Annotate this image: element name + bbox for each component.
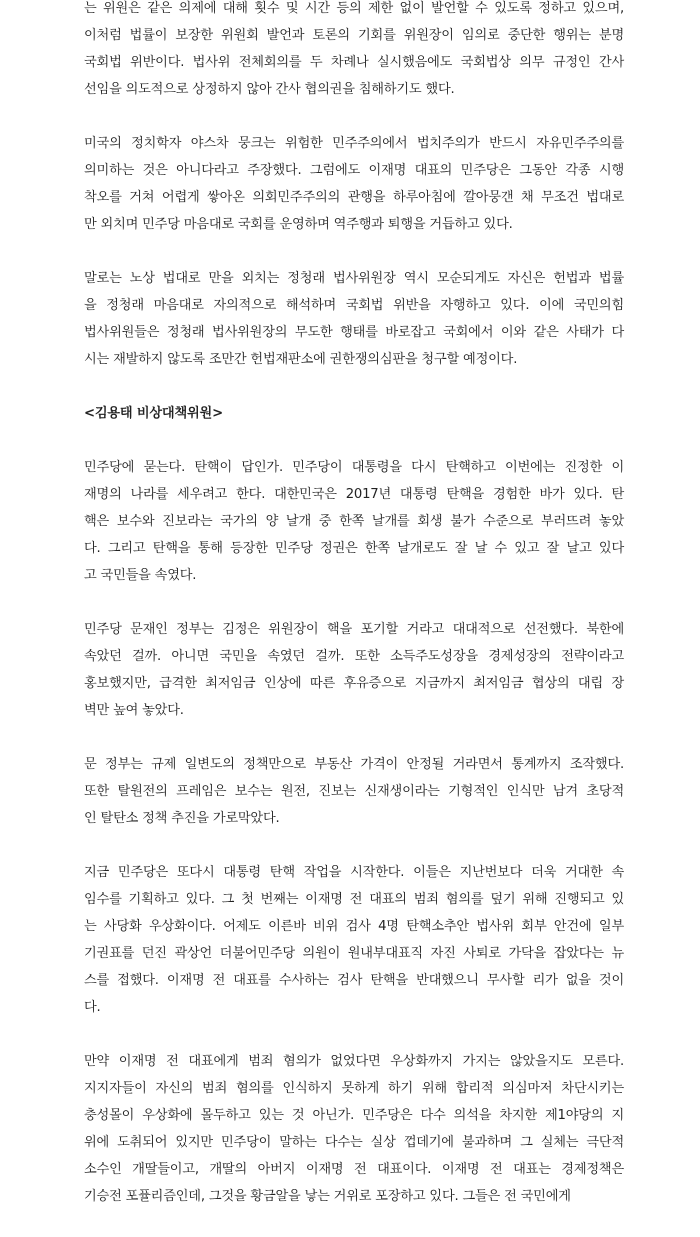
paragraph	[84, 859, 624, 1021]
text-line: 홍보했지만, 급격한 최저임금 인상에 따른 후유증으로 지금까지 최저임금 협상의 대립 장	[84, 676, 624, 691]
text-line: 미국의 정치학자 야스차 뭉크는 위험한 민주주의에서 법치주의가 반드시 자유민주주의를	[84, 136, 624, 151]
text-line: 스를 접했다. 이재명 전 대표를 수사하는 검사 탄핵을 반대했으니 무사할 리가 없을 것이	[84, 973, 624, 988]
text-line: 이처럼 법률이 보장한 위원회 발언과 토론의 기회를 위원장이 임의로 중단한 행위는 분명	[84, 28, 624, 43]
text-line: 임수를 기획하고 있다. 그 첫 번째는 이재명 전 대표의 범죄 혐의를 덮기 위해 진행되고 있	[84, 892, 624, 907]
text-line: 만약 이재명 전 대표에게 범죄 혐의가 없었다면 우상화까지 가지는 않았을지도 모른다.	[84, 1054, 624, 1069]
text-line: 또한 탈원전의 프레임은 보수는 원전, 진보는 신재생이라는 기형적인 인식만 남겨 초당적	[84, 784, 624, 799]
text-line: 다.	[84, 1000, 101, 1015]
paragraph	[84, 265, 624, 373]
paragraph	[84, 1048, 624, 1210]
text-line: 고 국민들을 속였다.	[84, 568, 197, 583]
paragraph	[84, 0, 624, 103]
text-line: 법사위원들은 정청래 법사위원장의 무도한 행태를 바로잡고 국회에서 이와 같은 사태가 다	[84, 325, 624, 340]
text-line: 선임을 의도적으로 상정하지 않아 간사 협의권을 침해하기도 했다.	[84, 82, 455, 97]
text-line: 는 사당화 우상화이다. 어제도 이른바 비위 검사 4명 탄핵소추안 법사위 회부 안건에 일부	[84, 919, 624, 934]
section-heading: <김용태 비상대책위원>	[84, 406, 223, 421]
text-line: 착오를 거쳐 어렵게 쌓아온 의회민주주의의 관행을 하루아침에 깔아뭉갠 채 무조건 법대로	[84, 190, 624, 205]
text-line: 벽만 높여 놓았다.	[84, 703, 184, 718]
text-line: 만 외치며 민주당 마음대로 국회를 운영하며 역주행과 퇴행을 거듭하고 있다.	[84, 217, 513, 232]
paragraph	[84, 454, 624, 589]
text-line: 의미하는 것은 아니다라고 주장했다. 그럼에도 이재명 대표의 민주당은 그동안 각종 시행	[84, 163, 624, 178]
text-line: 충성몰이 우상화에 몰두하고 있는 것 아닌가. 민주당은 다수 의석을 차지한 제1야당의 지	[84, 1108, 624, 1123]
text-line: 위에 도취되어 있지만 민주당이 말하는 다수는 실상 껍데기에 불과하며 그 실체는 극단적	[84, 1135, 624, 1150]
text-line: 소수인 개딸들이고, 개딸의 아버지 이재명 전 대표이다. 이재명 전 대표는 경제정책은	[84, 1162, 624, 1177]
text-line: 기승전 포퓰리즘인데, 그것을 황금알을 낳는 거위로 포장하고 있다. 그들은 전 국민에게	[84, 1189, 571, 1204]
text-line: 을 정청래 마음대로 자의적으로 해석하며 국회법 위반을 자행하고 있다. 이에 국민의힘	[84, 298, 624, 313]
text-line: 시는 재발하지 않도록 조만간 헌법재판소에 권한쟁의심판을 청구할 예정이다.	[84, 352, 518, 367]
text-line: 국회법 위반이다. 법사위 전체회의를 두 차례나 실시했음에도 국회법상 의무 규정인 간사	[84, 55, 624, 70]
paragraph	[84, 130, 624, 238]
text-line: 지금 민주당은 또다시 대통령 탄핵 작업을 시작한다. 이들은 지난번보다 더욱 거대한 속	[84, 865, 624, 880]
text-line: 기권표를 던진 곽상언 더불어민주당 의원이 원내부대표직 자진 사퇴로 가닥을 잡았다는 뉴	[84, 946, 624, 961]
text-line: 문 정부는 규제 일변도의 정책만으로 부동산 가격이 안정될 거라면서 통계까지 조작했다.	[84, 757, 624, 772]
paragraph	[84, 751, 624, 832]
text-line: 다. 그리고 탄핵을 통해 등장한 민주당 정권은 한쪽 날개로도 잘 날 수 있고 잘 날고 있다	[84, 541, 624, 556]
text-line: 민주당에 묻는다. 탄핵이 답인가. 민주당이 대통령을 다시 탄핵하고 이번에는 진정한 이	[84, 460, 624, 475]
paragraph	[84, 616, 624, 724]
text-line: 속았던 걸까. 아니면 국민을 속였던 걸까. 또한 소득주도성장을 경제성장의 전략이라고	[84, 649, 624, 664]
text-line: 민주당 문재인 정부는 김정은 위원장이 핵을 포기할 거라고 대대적으로 선전했다. 북한에	[84, 622, 624, 637]
text-line: 핵은 보수와 진보라는 국가의 양 날개 중 한쪽 날개를 회생 불가 수준으로 부러뜨려 놓았	[84, 514, 624, 529]
text-line: 말로는 노상 법대로 만을 외치는 정청래 법사위원장 역시 모순되게도 자신은 헌법과 법률	[84, 271, 624, 286]
text-line: 인 탈탄소 정책 추진을 가로막았다.	[84, 811, 280, 826]
document-body	[84, 0, 624, 1237]
text-line: 는 위원은 같은 의제에 대해 횟수 및 시간 등의 제한 없이 발언할 수 있도록 정하고 있으며,	[84, 1, 624, 16]
text-line: 재명의 나라를 세우려고 한다. 대한민국은 2017년 대통령 탄핵을 경험한 바가 있다. 탄	[84, 487, 624, 502]
text-line: 지지자들이 자신의 범죄 혐의를 인식하지 못하게 하기 위해 합리적 의심마저 차단시키는	[84, 1081, 624, 1096]
